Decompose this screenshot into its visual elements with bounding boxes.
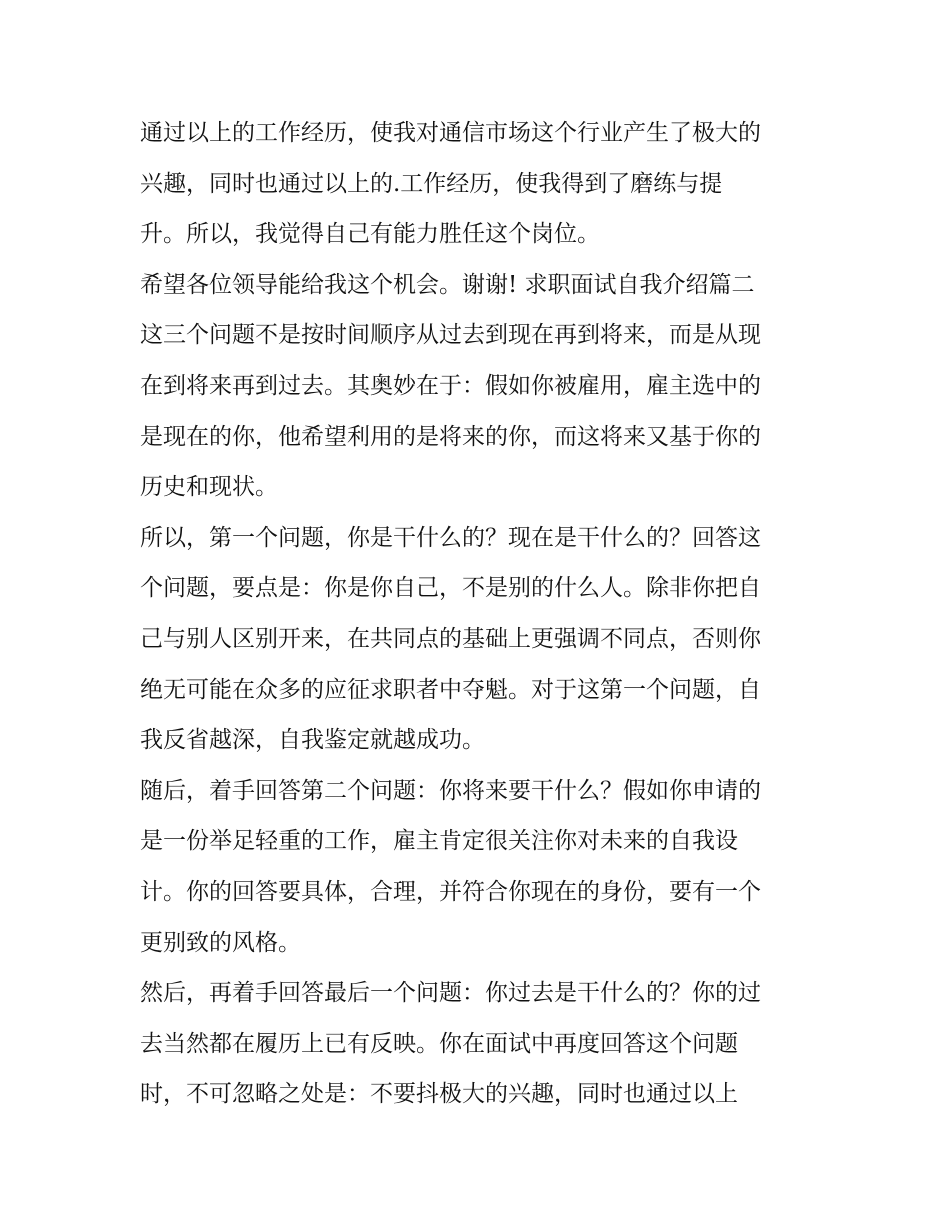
text-line: 绝无可能在众多的应征求职者中夺魁。对于这第一个问题，自 [140, 676, 761, 703]
text-line: 希望各位领导能给我这个机会。谢谢! 求职面试自我介绍篇二 [140, 271, 755, 298]
text-line: 是一份举足轻重的工作，雇主肯定很关注你对未来的自我设 [140, 828, 738, 855]
text-line: 计。你的回答要具体，合理，并符合你现在的身份，要有一个 [140, 878, 761, 905]
text-line: 我反省越深，自我鉴定就越成功。 [140, 727, 485, 754]
text-line: 然后，再着手回答最后一个问题：你过去是干什么的？你的过 [140, 980, 761, 1007]
text-line: 去当然都在履历上已有反映。你在面试中再度回答这个问题 [140, 1030, 738, 1057]
text-line: 己与别人区别开来，在共同点的基础上更强调不同点，否则你 [140, 625, 761, 652]
text-line: 更别致的风格。 [140, 929, 301, 956]
text-line: 个问题，要点是：你是你自己，不是别的什么人。除非你把自 [140, 575, 761, 602]
text-line: 升。所以，我觉得自己有能力胜任这个岗位。 [140, 221, 600, 248]
text-line: 历史和现状。 [140, 474, 278, 501]
text-line: 在到将来再到过去。其奥妙在于：假如你被雇用，雇主选中的 [140, 372, 761, 399]
text-line: 随后，着手回答第二个问题：你将来要干什么？假如你申请的 [140, 777, 761, 804]
text-line: 是现在的你，他希望利用的是将来的你，而这将来又基于你的 [140, 423, 761, 450]
text-line: 兴趣，同时也通过以上的.工作经历，使我得到了磨练与提 [140, 170, 723, 197]
text-line: 这三个问题不是按时间顺序从过去到现在再到将来，而是从现 [140, 322, 761, 349]
text-line: 时，不可忽略之处是：不要抖极大的兴趣，同时也通过以上 [140, 1081, 738, 1108]
text-line: 通过以上的工作经历，使我对通信市场这个行业产生了极大的 [140, 120, 761, 146]
document-body [140, 108, 820, 1120]
text-line: 所以，第一个问题，你是干什么的？现在是干什么的？回答这 [140, 524, 761, 551]
